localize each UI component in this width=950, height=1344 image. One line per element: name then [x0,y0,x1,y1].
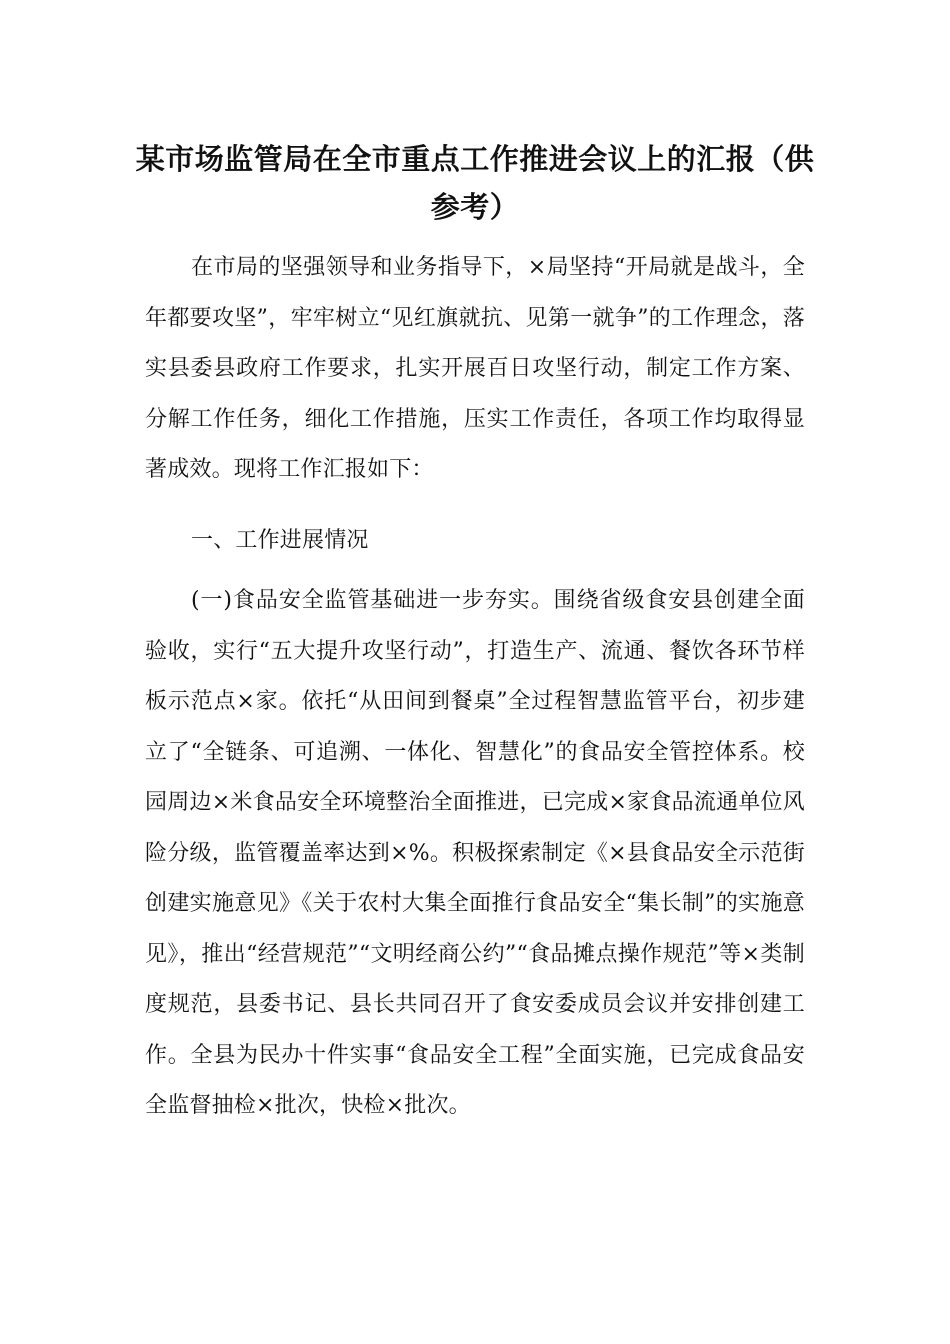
document-title: 某市场监管局在全市重点工作推进会议上的汇报（供参考） [135,142,815,224]
intro-paragraph: 在市局的坚强领导和业务指导下，×局坚持“开局就是战斗，全年都要攻坚”，牢牢树立“见红旗就抗、见第一就争”的工作理念，落实县委县政府工作要求，扎实开展百日攻坚行动，制定工作方案、分解工作任务，细化工作措施，压实工作责任，各项工作均取得显著成效。现将工作汇报如下： [145,255,805,482]
document-body [145,243,805,1132]
section-heading: 一、工作进展情况 [191,527,369,553]
paragraph-gap [145,566,805,576]
section-paragraph: (一)食品安全监管基础进一步夯实。围绕省级食安县创建全面验收，实行“五大提升攻坚行动”，打造生产、流通、餐饮各环节样板示范点×家。依托“从田间到餐桌”全过程智慧监管平台，初步建立了“全链条、可追溯、一体化、智慧化”的食品安全管控体系。校园周边×米食品安全环境整治全面推进，已完成×家食品流通单位风险分级，监管覆盖率达到×%。积极探索制定《×县食品安全示范街创建实施意见》《关于农村大集全面推行食品安全“集长制”的实施意见》，推出“经营规范”“文明经商公约”“食品摊点操作规范”等×类制度规范，县委书记、县长共同召开了食安委成员会议并安排创建工作。全县为民办十件实事“食品安全工程”全面实施，已完成食品安全监督抽检×批次，快检×批次。 [145,588,805,1118]
paragraph-gap [145,496,805,506]
